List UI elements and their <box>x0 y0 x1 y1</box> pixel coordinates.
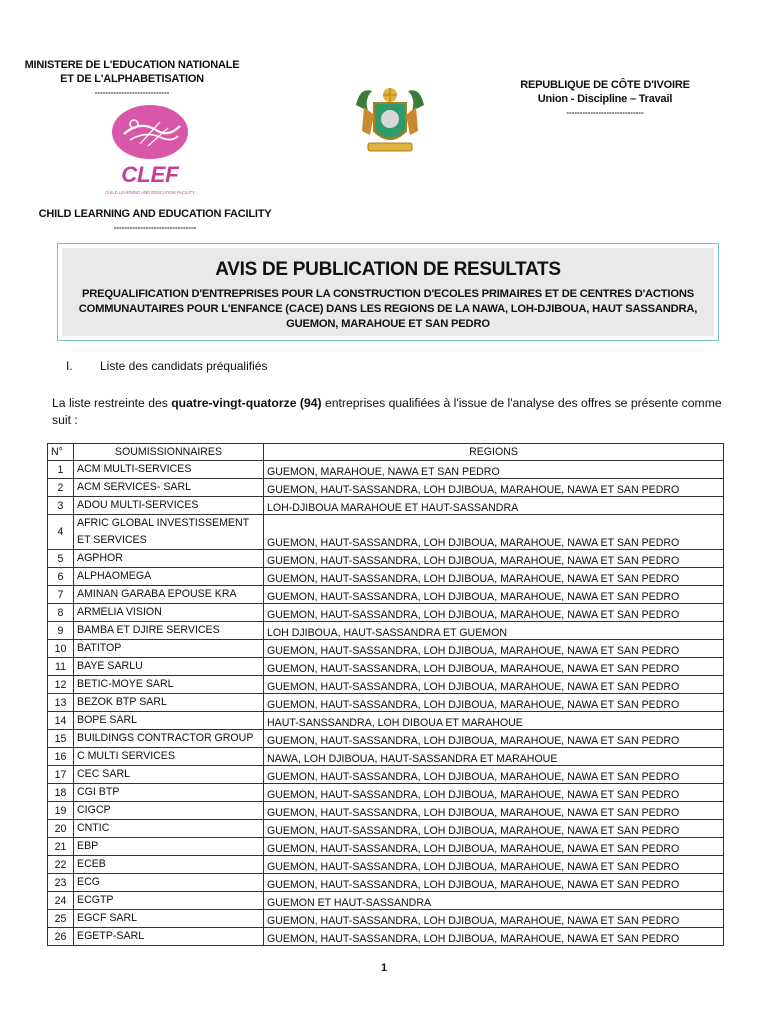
table-row <box>48 874 724 892</box>
bidder-regions: GUEMON, HAUT-SASSANDRA, LOH DJIBOUA, MARAHOUE, NAWA ET SAN PEDRO <box>264 640 724 658</box>
bidder-regions: GUEMON, HAUT-SASSANDRA, LOH DJIBOUA, MARAHOUE, NAWA ET SAN PEDRO <box>264 479 724 497</box>
bidder-name: EGCF SARL <box>74 910 264 928</box>
bidder-regions: GUEMON, HAUT-SASSANDRA, LOH DJIBOUA, MARAHOUE, NAWA ET SAN PEDRO <box>264 928 724 946</box>
table-row <box>48 515 724 550</box>
ministry-line-2: ET DE L'ALPHABETISATION <box>60 73 204 85</box>
bidder-name: ECEB <box>74 856 264 874</box>
row-number: 18 <box>48 784 74 802</box>
row-number: 2 <box>48 479 74 497</box>
bidder-name: BOPE SARL <box>74 712 264 730</box>
table-row <box>48 766 724 784</box>
bidder-regions: GUEMON, HAUT-SASSANDRA, LOH DJIBOUA, MARAHOUE, NAWA ET SAN PEDRO <box>264 515 724 550</box>
table-row <box>48 604 724 622</box>
table-row <box>48 622 724 640</box>
republic-motto: Union - Discipline – Travail <box>537 93 673 105</box>
table-row <box>48 892 724 910</box>
table-row <box>48 479 724 497</box>
logo-tagline: CHILD LEARNING AND EDUCATION FACILITY <box>105 190 195 195</box>
table-row <box>48 694 724 712</box>
bidder-name: ECG <box>74 874 264 892</box>
bidder-name: BUILDINGS CONTRACTOR GROUP <box>74 730 264 748</box>
table-row <box>48 568 724 586</box>
table-body <box>48 461 724 946</box>
bidder-name: BAMBA ET DJIRE SERVICES <box>74 622 264 640</box>
bidder-name: ECGTP <box>74 892 264 910</box>
row-number: 3 <box>48 497 74 515</box>
bidder-regions: GUEMON ET HAUT-SASSANDRA <box>264 892 724 910</box>
section-heading <box>66 359 267 373</box>
logo-text: CLEF <box>121 162 179 187</box>
bidder-name: C MULTI SERVICES <box>74 748 264 766</box>
bidder-regions: GUEMON, HAUT-SASSANDRA, LOH DJIBOUA, MARAHOUE, NAWA ET SAN PEDRO <box>264 820 724 838</box>
table-header-row <box>48 444 724 461</box>
header-number: N° <box>48 444 74 461</box>
bidder-name: ACM SERVICES- SARL <box>74 479 264 497</box>
bidder-regions: GUEMON, HAUT-SASSANDRA, LOH DJIBOUA, MARAHOUE, NAWA ET SAN PEDRO <box>264 604 724 622</box>
bidder-name: BAYE SARLU <box>74 658 264 676</box>
intro-after: entreprises qualifiées à l'issue de l'analyse des offres se présente comme suit : <box>52 396 722 427</box>
notice-subtitle: PREQUALIFICATION D'ENTREPRISES POUR LA CONSTRUCTION D'ECOLES PRIMAIRES ET DE CENTRES D'ACTIONS COMMUNAUTAIRES POUR L'ENFANCE (CACE) DANS LES REGIONS DE LA NAWA, LOH-DJIBOUA, HAUT SASSANDRA, GUEMON, MARAHOUE ET SAN PEDRO <box>78 288 698 330</box>
bidder-regions: HAUT-SANSSANDRA, LOH DIBOUA ET MARAHOUE <box>264 712 724 730</box>
table-row <box>48 550 724 568</box>
row-number: 24 <box>48 892 74 910</box>
clef-logo <box>90 100 210 200</box>
row-number: 25 <box>48 910 74 928</box>
republic-line-1: REPUBLIQUE DE CÔTE D'IVOIRE <box>520 79 690 91</box>
table-row <box>48 838 724 856</box>
table-row <box>48 910 724 928</box>
row-number: 16 <box>48 748 74 766</box>
table-row <box>48 928 724 946</box>
row-number: 1 <box>48 461 74 479</box>
bidder-regions: GUEMON, HAUT-SASSANDRA, LOH DJIBOUA, MARAHOUE, NAWA ET SAN PEDRO <box>264 874 724 892</box>
bidder-regions: GUEMON, HAUT-SASSANDRA, LOH DJIBOUA, MARAHOUE, NAWA ET SAN PEDRO <box>264 784 724 802</box>
row-number: 23 <box>48 874 74 892</box>
bidder-regions: LOH DJIBOUA, HAUT-SASSANDRA ET GUEMON <box>264 622 724 640</box>
row-number: 15 <box>48 730 74 748</box>
facility-name: CHILD LEARNING AND EDUCATION FACILITY <box>38 208 272 220</box>
table-row <box>48 820 724 838</box>
row-number: 17 <box>48 766 74 784</box>
row-number: 6 <box>48 568 74 586</box>
table-row <box>48 802 724 820</box>
bidder-regions: GUEMON, HAUT-SASSANDRA, LOH DJIBOUA, MARAHOUE, NAWA ET SAN PEDRO <box>264 802 724 820</box>
bidder-regions: NAWA, LOH DJIBOUA, HAUT-SASSANDRA ET MARAHOUE <box>264 748 724 766</box>
logo-circle-icon <box>112 105 188 159</box>
bidder-regions: GUEMON, HAUT-SASSANDRA, LOH DJIBOUA, MARAHOUE, NAWA ET SAN PEDRO <box>264 550 724 568</box>
row-number: 5 <box>48 550 74 568</box>
table-row <box>48 640 724 658</box>
bidder-name: CNTIC <box>74 820 264 838</box>
header-regions: REGIONS <box>264 444 724 461</box>
bidder-name: BATITOP <box>74 640 264 658</box>
section-title: Liste des candidats préqualifiés <box>100 359 268 373</box>
clef-logo-graphic <box>90 100 210 200</box>
row-number: 22 <box>48 856 74 874</box>
row-number: 26 <box>48 928 74 946</box>
notice-inner <box>62 248 714 336</box>
bidder-regions: GUEMON, HAUT-SASSANDRA, LOH DJIBOUA, MARAHOUE, NAWA ET SAN PEDRO <box>264 766 724 784</box>
bidder-name: AFRIC GLOBAL INVESTISSEMENT ET SERVICES <box>74 515 264 550</box>
bidder-regions: GUEMON, HAUT-SASSANDRA, LOH DJIBOUA, MARAHOUE, NAWA ET SAN PEDRO <box>264 658 724 676</box>
ministry-separator: ---------------------------- <box>94 88 170 97</box>
bidder-regions: LOH-DJIBOUA MARAHOUE ET HAUT-SASSANDRA <box>264 497 724 515</box>
bidder-name: BETIC-MOYE SARL <box>74 676 264 694</box>
row-number: 10 <box>48 640 74 658</box>
republic-separator: ----------------------------- <box>566 108 644 117</box>
bidder-regions: GUEMON, HAUT-SASSANDRA, LOH DJIBOUA, MARAHOUE, NAWA ET SAN PEDRO <box>264 910 724 928</box>
bidder-name: ARMELIA VISION <box>74 604 264 622</box>
row-number: 12 <box>48 676 74 694</box>
intro-count: quatre-vingt-quatorze (94) <box>171 396 322 410</box>
bidder-name: EBP <box>74 838 264 856</box>
table-row <box>48 712 724 730</box>
table-row <box>48 461 724 479</box>
notice-title: AVIS DE PUBLICATION DE RESULTATS <box>215 259 561 280</box>
intro-paragraph <box>52 395 737 429</box>
bidder-regions: GUEMON, HAUT-SASSANDRA, LOH DJIBOUA, MARAHOUE, NAWA ET SAN PEDRO <box>264 676 724 694</box>
notice-box <box>57 243 719 341</box>
bidder-name: CGI BTP <box>74 784 264 802</box>
row-number: 4 <box>48 515 74 550</box>
republic-header <box>500 78 710 120</box>
table-row <box>48 497 724 515</box>
row-number: 8 <box>48 604 74 622</box>
bidder-regions: GUEMON, HAUT-SASSANDRA, LOH DJIBOUA, MARAHOUE, NAWA ET SAN PEDRO <box>264 730 724 748</box>
row-number: 21 <box>48 838 74 856</box>
coat-of-arms-icon <box>350 85 430 160</box>
bidder-name: AGPHOR <box>74 550 264 568</box>
row-number: 19 <box>48 802 74 820</box>
section-number: I. <box>66 359 73 373</box>
ministry-line-1: MINISTERE DE L'EDUCATION NATIONALE <box>24 59 240 71</box>
table-row <box>48 586 724 604</box>
bidder-name: BEZOK BTP SARL <box>74 694 264 712</box>
bidder-regions: GUEMON, HAUT-SASSANDRA, LOH DJIBOUA, MARAHOUE, NAWA ET SAN PEDRO <box>264 586 724 604</box>
bidder-name: ACM MULTI-SERVICES <box>74 461 264 479</box>
row-number: 9 <box>48 622 74 640</box>
bidder-name: ALPHAOMEGA <box>74 568 264 586</box>
table-row <box>48 676 724 694</box>
bidder-regions: GUEMON, HAUT-SASSANDRA, LOH DJIBOUA, MARAHOUE, NAWA ET SAN PEDRO <box>264 856 724 874</box>
table-row <box>48 748 724 766</box>
bidder-regions: GUEMON, HAUT-SASSANDRA, LOH DJIBOUA, MARAHOUE, NAWA ET SAN PEDRO <box>264 838 724 856</box>
row-number: 14 <box>48 712 74 730</box>
bidder-name: AMINAN GARABA EPOUSE KRA <box>74 586 264 604</box>
row-number: 13 <box>48 694 74 712</box>
bidder-name: EGETP-SARL <box>74 928 264 946</box>
bidder-regions: GUEMON, HAUT-SASSANDRA, LOH DJIBOUA, MARAHOUE, NAWA ET SAN PEDRO <box>264 694 724 712</box>
row-number: 11 <box>48 658 74 676</box>
row-number: 20 <box>48 820 74 838</box>
bidder-name: ADOU MULTI-SERVICES <box>74 497 264 515</box>
facility-separator: ------------------------------- <box>113 223 197 232</box>
table-row <box>48 658 724 676</box>
facility-header <box>30 207 280 235</box>
row-number: 7 <box>48 586 74 604</box>
ministry-header <box>22 58 242 100</box>
table-row <box>48 784 724 802</box>
page-number: 1 <box>380 962 388 974</box>
results-table <box>47 443 724 946</box>
table-row <box>48 730 724 748</box>
bidder-regions: GUEMON, HAUT-SASSANDRA, LOH DJIBOUA, MARAHOUE, NAWA ET SAN PEDRO <box>264 568 724 586</box>
table-row <box>48 856 724 874</box>
bidder-name: CEC SARL <box>74 766 264 784</box>
header-bidders: SOUMISSIONNAIRES <box>74 444 264 461</box>
intro-before: La liste restreinte des <box>52 396 172 410</box>
bidder-regions: GUEMON, MARAHOUE, NAWA ET SAN PEDRO <box>264 461 724 479</box>
bidder-name: CIGCP <box>74 802 264 820</box>
